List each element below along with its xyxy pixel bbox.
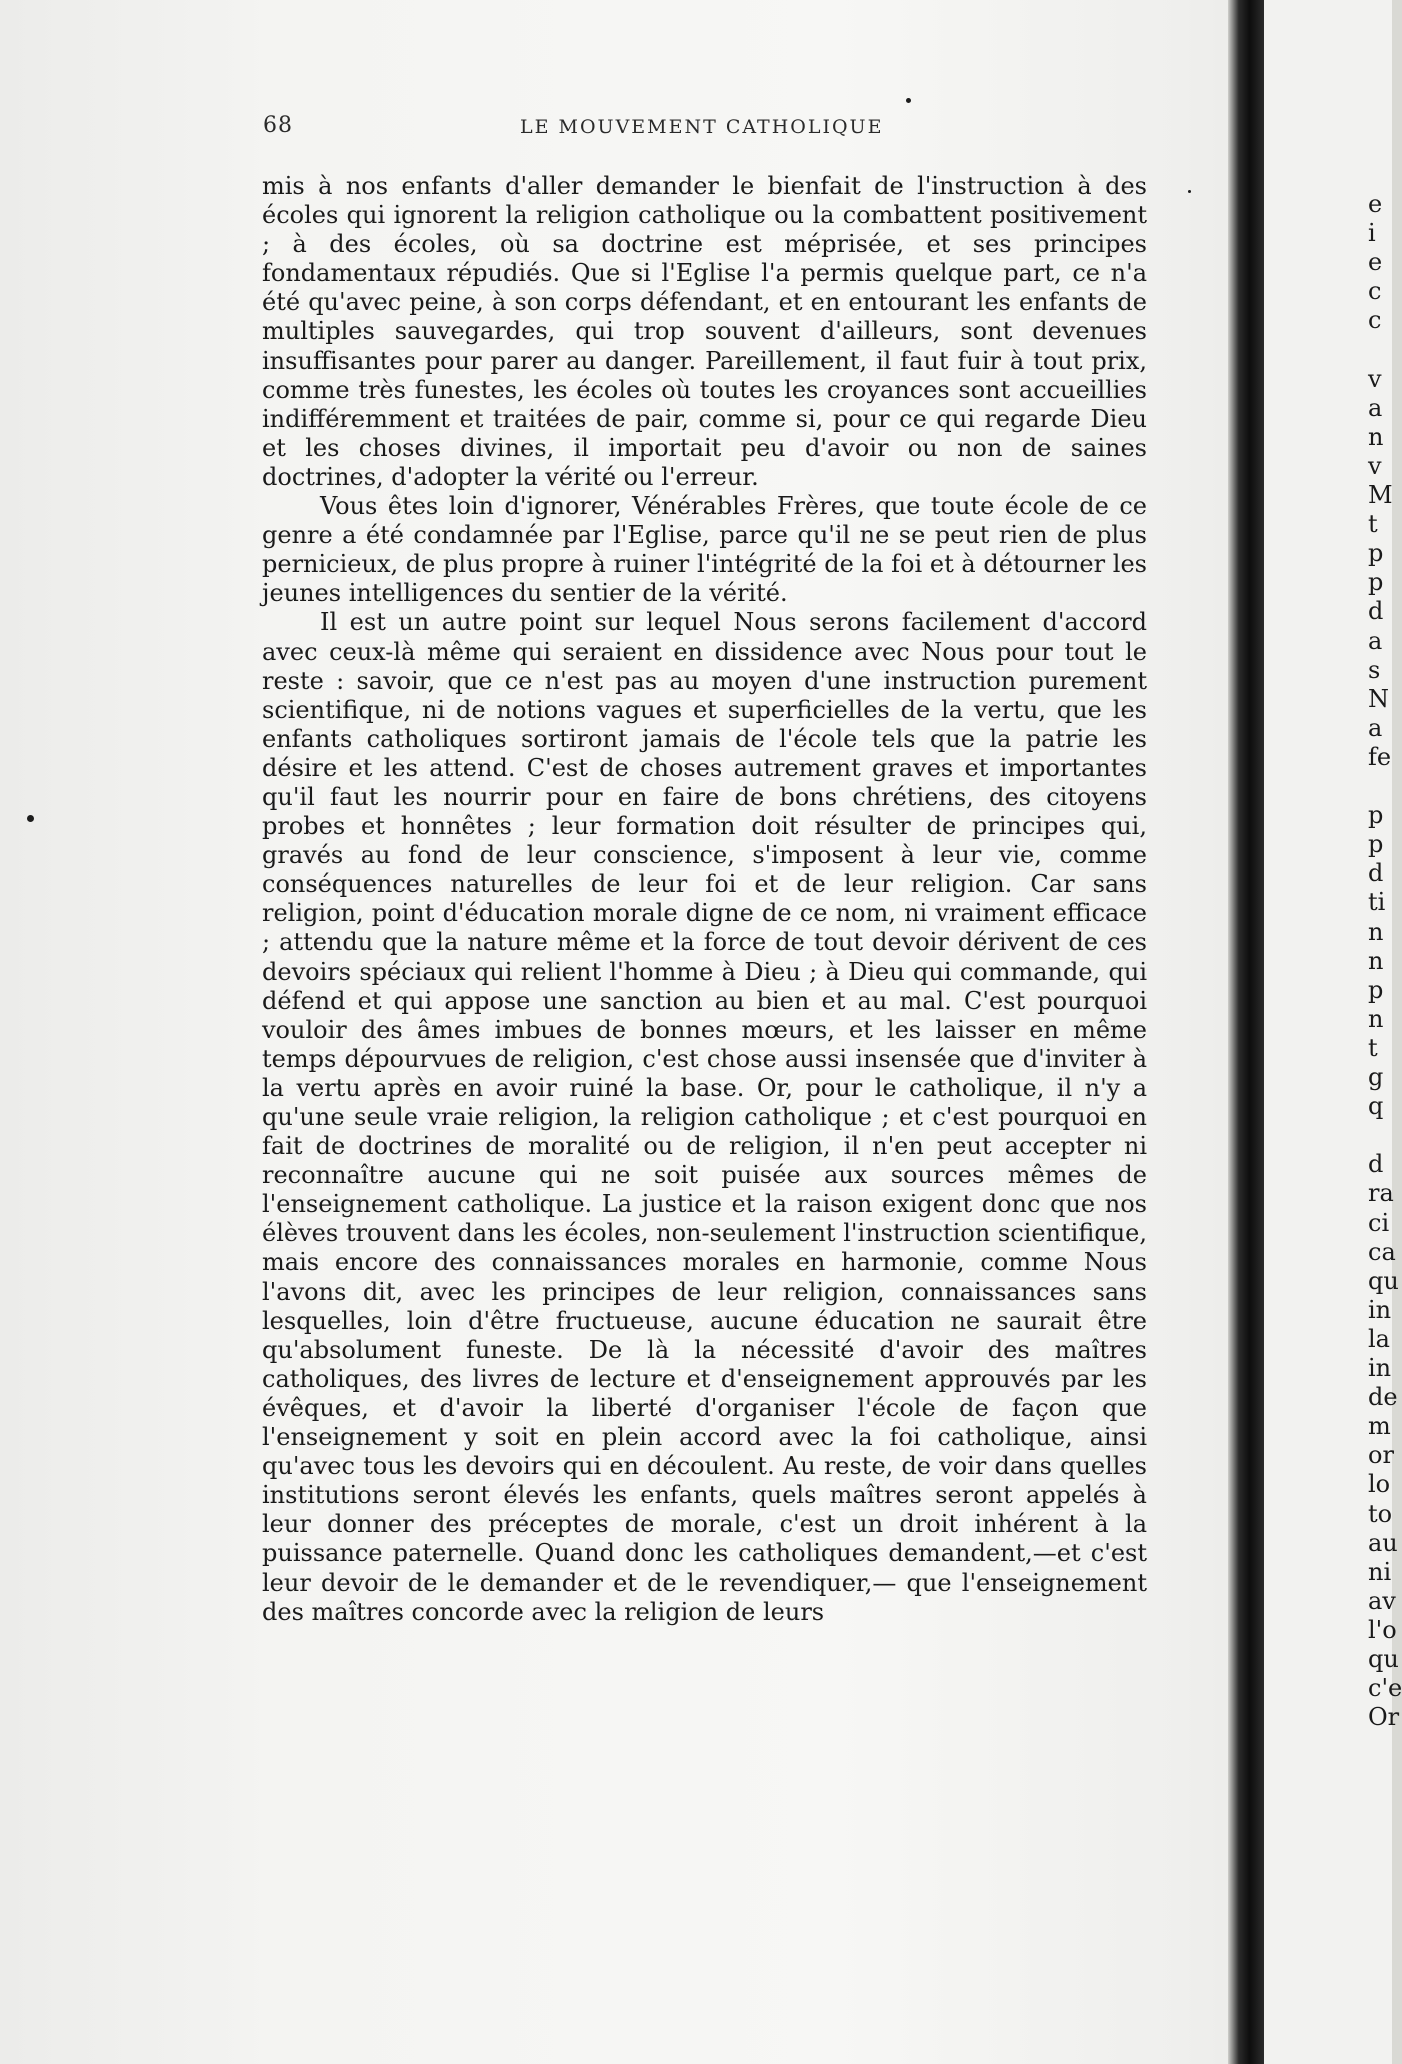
facing-page-fragment: ni	[1368, 1557, 1392, 1586]
facing-page-fragment: n	[1368, 946, 1384, 975]
facing-page-fragment: qu	[1368, 1645, 1399, 1673]
facing-page-fragment: fe	[1368, 742, 1392, 771]
facing-page-fragment: de	[1368, 1383, 1398, 1412]
facing-page-fragment: m	[1368, 1412, 1391, 1441]
facing-page-fragment: e	[1368, 248, 1383, 277]
facing-page-fragment: or	[1368, 1441, 1394, 1470]
facing-page-fragment: p	[1368, 568, 1384, 597]
facing-page-fragment: v	[1368, 364, 1382, 393]
paragraph: Vous êtes loin d'ignorer, Vénérables Frères, que toute école de ce genre a été condamnée par l'Eglise, parce qu'il ne se peut rien de plus pernicieux, de plus propre à ruiner l'intégrité de la foi et à détourner les jeunes intelligences du sentier de la vérité.	[262, 492, 1147, 608]
ink-speck	[906, 98, 911, 103]
facing-page-fragment: p	[1368, 975, 1384, 1004]
facing-page-fragment: av	[1368, 1586, 1396, 1615]
facing-page-fragment: v	[1368, 451, 1382, 480]
facing-page-fragment: p	[1368, 801, 1384, 830]
facing-page-fragment: s	[1368, 655, 1381, 684]
facing-page-fragment: d	[1368, 1150, 1384, 1179]
facing-page-fragment: au	[1368, 1528, 1398, 1557]
page-number: 68	[263, 113, 293, 138]
facing-page-fragment: d	[1368, 859, 1384, 888]
ink-speck	[1188, 190, 1191, 193]
facing-page-fragment: i	[1368, 219, 1376, 248]
body-text	[262, 172, 1147, 1627]
facing-page-fragment: t	[1368, 1033, 1378, 1062]
facing-page-fragment: N	[1368, 684, 1389, 713]
book-gutter	[1228, 0, 1264, 2064]
facing-page-fragment: qu	[1368, 1266, 1399, 1295]
facing-page-fragment: lo	[1368, 1470, 1391, 1499]
facing-page-fragment: l'o	[1368, 1615, 1397, 1644]
facing-page-fragment: g	[1368, 1063, 1384, 1091]
facing-page-fragment: ti	[1368, 888, 1386, 917]
facing-page-fragment: a	[1368, 713, 1383, 742]
facing-page-fragment: ci	[1368, 1208, 1390, 1237]
facing-page-fragment: in	[1368, 1295, 1392, 1324]
facing-page-fragment: n	[1368, 422, 1384, 451]
facing-page-fragment: ca	[1368, 1237, 1396, 1266]
facing-page-fragment: in	[1368, 1354, 1392, 1382]
facing-page-fragment: a	[1368, 626, 1383, 655]
paragraph: mis à nos enfants d'aller demander le bienfait de l'instruction à des écoles qui ignorent la religion catholique ou la combattent positivement ; à des écoles, où sa doctrine est méprisée, et ses principes fondamentaux répudiés. Que si l'Eglise l'a permis quelque part, ce n'a été qu'avec peine, à son corps défendant, et en entourant les enfants de multiples sauvegardes, qui trop souvent d'ailleurs, sont devenues insuffisantes pour parer au danger. Pareillement, il faut fuir à tout prix, comme très funestes, les écoles où toutes les croyances sont accueillies indifféremment et traitées de pair, comme si, pour ce qui regarde Dieu et les choses divines, il importait peu d'avoir ou non de saines doctrines, d'adopter la vérité ou l'erreur.	[262, 172, 1147, 491]
facing-page-fragment: p	[1368, 830, 1384, 859]
facing-page-fragment: n	[1368, 1004, 1384, 1033]
facing-page-fragment: c	[1368, 306, 1382, 335]
facing-page-fragment: e	[1368, 190, 1383, 218]
facing-page-fragment: Or	[1368, 1703, 1400, 1732]
facing-page-fragment: n	[1368, 917, 1384, 946]
facing-page-fragment: p	[1368, 539, 1384, 568]
facing-page-fragment: d	[1368, 597, 1384, 626]
facing-page-fragment: q	[1368, 1092, 1384, 1121]
facing-page-fragment: M	[1368, 481, 1393, 509]
facing-page-fragment: a	[1368, 393, 1383, 422]
ink-speck	[27, 815, 34, 822]
facing-page-fragment: c'e	[1368, 1674, 1402, 1703]
paragraph: Il est un autre point sur lequel Nous serons facilement d'accord avec ceux-là même qui seraient en dissidence avec Nous pour tout le reste : savoir, que ce n'est pas au moyen d'une instruction purement scientifique, ni de notions vagues et superficielles de la vertu, que les enfants catholiques sortiront jamais de l'école tels que la patrie les désire et les attend. C'est de choses autrement graves et importantes qu'il faut les nourrir pour en faire de bons chrétiens, des citoyens probes et honnêtes ; leur formation doit résulter de principes qui, gravés au fond de leur conscience, s'imposent à leur vie, comme conséquences naturelles de leur foi et de leur religion. Car sans religion, point d'éducation morale digne de ce nom, ni vraiment efficace ; attendu que la nature même et la force de tout devoir dérivent de ces devoirs spéciaux qui relient l'homme à Dieu ; à Dieu qui commande, qui défend et qui appose une sanction au bien et au mal. C'est pourquoi vouloir des âmes imbues de bonnes mœurs, et les laisser en même temps dépourvues de religion, c'est chose aussi insensée que d'inviter à la vertu après en avoir ruiné la base. Or, pour le catholique, il n'y a qu'une seule vraie religion, la religion catholique ; et c'est pourquoi en fait de doctrines de moralité ou de religion, il n'en peut accepter ni reconnaître aucune qui ne soit puisée aux sources mêmes de l'enseignement catholique. La justice et la raison exigent donc que nos élèves trouvent dans les écoles, non-seulement l'instruction scientifique, mais encore des connaissances morales en harmonie, comme Nous l'avons dit, avec les principes de leur religion, connaissances sans lesquelles, loin d'être fructueuse, aucune éducation ne saurait être qu'absolument funeste. De là la nécessité d'avoir des maîtres catholiques, des livres de lecture et d'enseignement approuvés par les évêques, et d'avoir la liberté d'organiser l'école de façon que l'enseignement y soit en plein accord avec la foi catholique, ainsi qu'avec tous les devoirs qui en découlent. Au reste, de voir dans quelles institutions seront élevés les enfants, quels maîtres seront appelés à leur donner des préceptes de morale, c'est un droit inhérent à la puissance paternelle. Quand donc les catholiques demandent,—et c'est leur devoir de le demander et de le revendiquer,— que l'enseignement des maîtres concorde avec la religion de leurs	[262, 608, 1147, 1626]
facing-page-fragment: to	[1368, 1499, 1393, 1528]
facing-page-fragment: t	[1368, 510, 1378, 539]
facing-page-fragment: c	[1368, 277, 1382, 306]
running-head: LE MOUVEMENT CATHOLIQUE	[520, 116, 884, 138]
facing-page-fragment: ra	[1368, 1179, 1394, 1208]
facing-page-fragment: la	[1368, 1324, 1390, 1353]
